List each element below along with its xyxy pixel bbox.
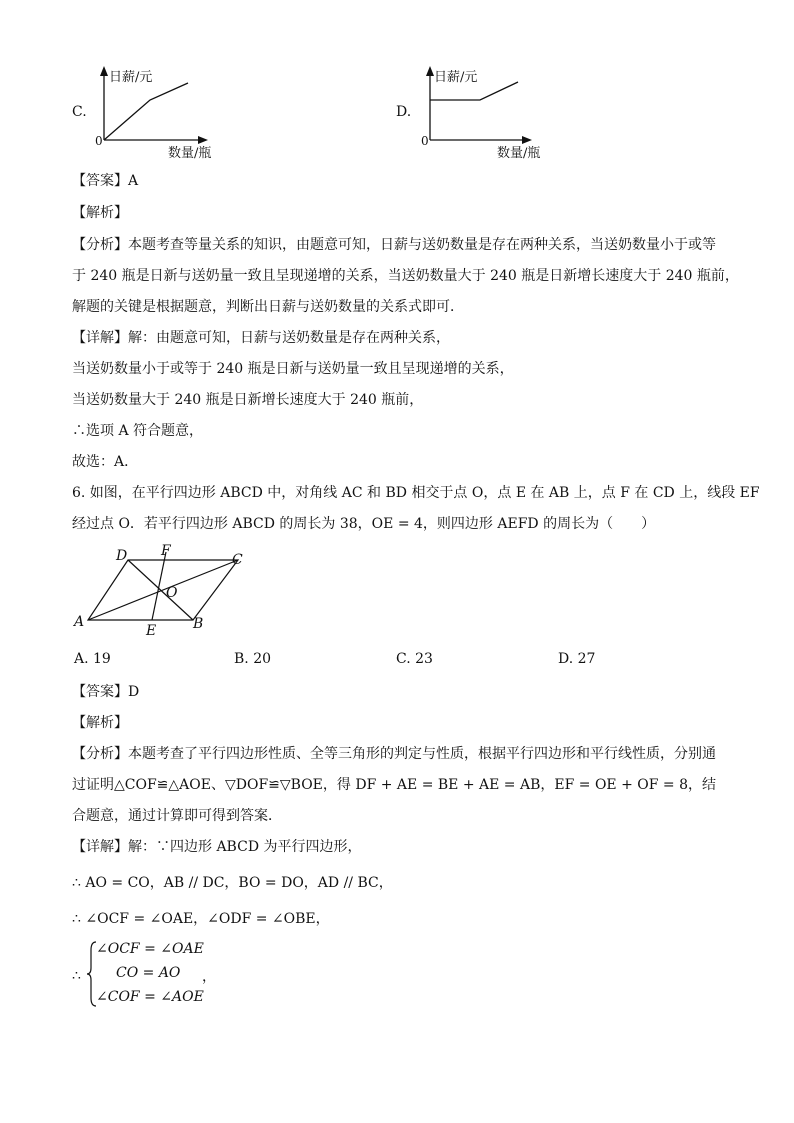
q6-analysis-heading: 【解析】: [72, 715, 128, 731]
point-label-d: D: [116, 548, 128, 564]
diagonal-bd: [128, 560, 193, 620]
q6-answer: 【答案】D: [72, 684, 140, 700]
q5-xiangjie-line: 当送奶数量大于 240 瓶是日新增长速度大于 240 瓶前，: [72, 392, 424, 408]
system-row: CO = AO: [116, 965, 181, 981]
point-label-a: A: [74, 614, 85, 630]
graph-d-origin: 0: [421, 134, 429, 148]
graph-c-label: C.: [72, 104, 87, 120]
q6-xiangjie-line: ∴ ∠OCF = ∠OAE，∠ODF = ∠OBE，: [72, 911, 330, 927]
q5-xiangjie-line: 故选：A．: [72, 454, 139, 470]
graph-c-origin: 0: [95, 134, 103, 148]
point-label-b: B: [193, 616, 204, 632]
point-label-e: E: [146, 623, 157, 639]
system-row: ∠COF = ∠AOE: [96, 989, 204, 1005]
q5-xiangjie-line: 当送奶数量小于或等于 240 瓶是日新与送奶量一致且呈现递增的关系，: [72, 361, 514, 377]
system-row: ∠OCF = ∠OAE: [96, 941, 204, 957]
option-d: D. 27: [558, 651, 596, 667]
point-label-c: C: [232, 552, 243, 568]
q5-fenxi-line: 于 240 瓶是日新与送奶量一致且呈现递增的关系，当送奶数量大于 240 瓶是日新增长速度大于 240 瓶前，: [72, 268, 739, 284]
q5-fenxi-line: 【分析】本题考查等量关系的知识，由题意可知，日薪与送奶数量是存在两种关系，当送奶数量小于或等: [72, 237, 716, 253]
q5-fenxi-line: 解题的关键是根据题意，判断出日薪与送奶数量的关系式即可．: [72, 299, 464, 315]
q5-analysis-heading: 【解析】: [72, 205, 128, 221]
q5-answer: 【答案】A: [72, 173, 139, 189]
q6-stem-line: 经过点 O．若平行四边形 ABCD 的周长为 38，OE = 4，则四边形 AEFD 的周长为（ ）: [72, 516, 656, 532]
system-therefore: ∴: [72, 968, 81, 984]
graph-d-xlabel: 数量/瓶: [497, 146, 541, 161]
graph-d-ylabel: 日薪/元: [434, 70, 478, 85]
option-a: A. 19: [74, 651, 111, 667]
graph-d-label: D.: [396, 104, 412, 120]
q6-fenxi-line: 合题意，通过计算即可得到答案．: [72, 808, 282, 824]
option-c: C. 23: [396, 651, 433, 667]
q5-xiangjie-line: 【详解】解：由题意可知，日薪与送奶数量是存在两种关系，: [72, 330, 450, 346]
q6-xiangjie-line: ∴ AO = CO，AB // DC，BO = DO，AD // BC，: [72, 875, 393, 891]
segment-ef: [152, 552, 166, 620]
q6-stem-line: 6. 如图，在平行四边形 ABCD 中，对角线 AC 和 BD 相交于点 O，点 E 在 AB 上，点 F 在 CD 上，线段 EF: [72, 485, 760, 501]
point-label-f: F: [161, 543, 171, 559]
q6-xiangjie-line: 【详解】解：∵四边形 ABCD 为平行四边形，: [72, 839, 362, 855]
graph-c-xlabel: 数量/瓶: [168, 146, 212, 161]
option-b: B. 20: [234, 651, 272, 667]
graph-c-ylabel: 日薪/元: [109, 70, 153, 85]
system-tail: ，: [202, 969, 216, 985]
q5-xiangjie-line: ∴选项 A 符合题意，: [72, 423, 204, 439]
graph-c-line: [104, 83, 188, 140]
q6-fenxi-line: 【分析】本题考查了平行四边形性质、全等三角形的判定与性质，根据平行四边形和平行线性质，分别通: [72, 746, 716, 762]
point-label-o: O: [166, 585, 178, 601]
q6-fenxi-line: 过证明△COF≌△AOE、▽DOF≌▽BOE，得 DF + AE = BE + AE = AB，EF = OE + OF = 8，结: [72, 777, 716, 793]
